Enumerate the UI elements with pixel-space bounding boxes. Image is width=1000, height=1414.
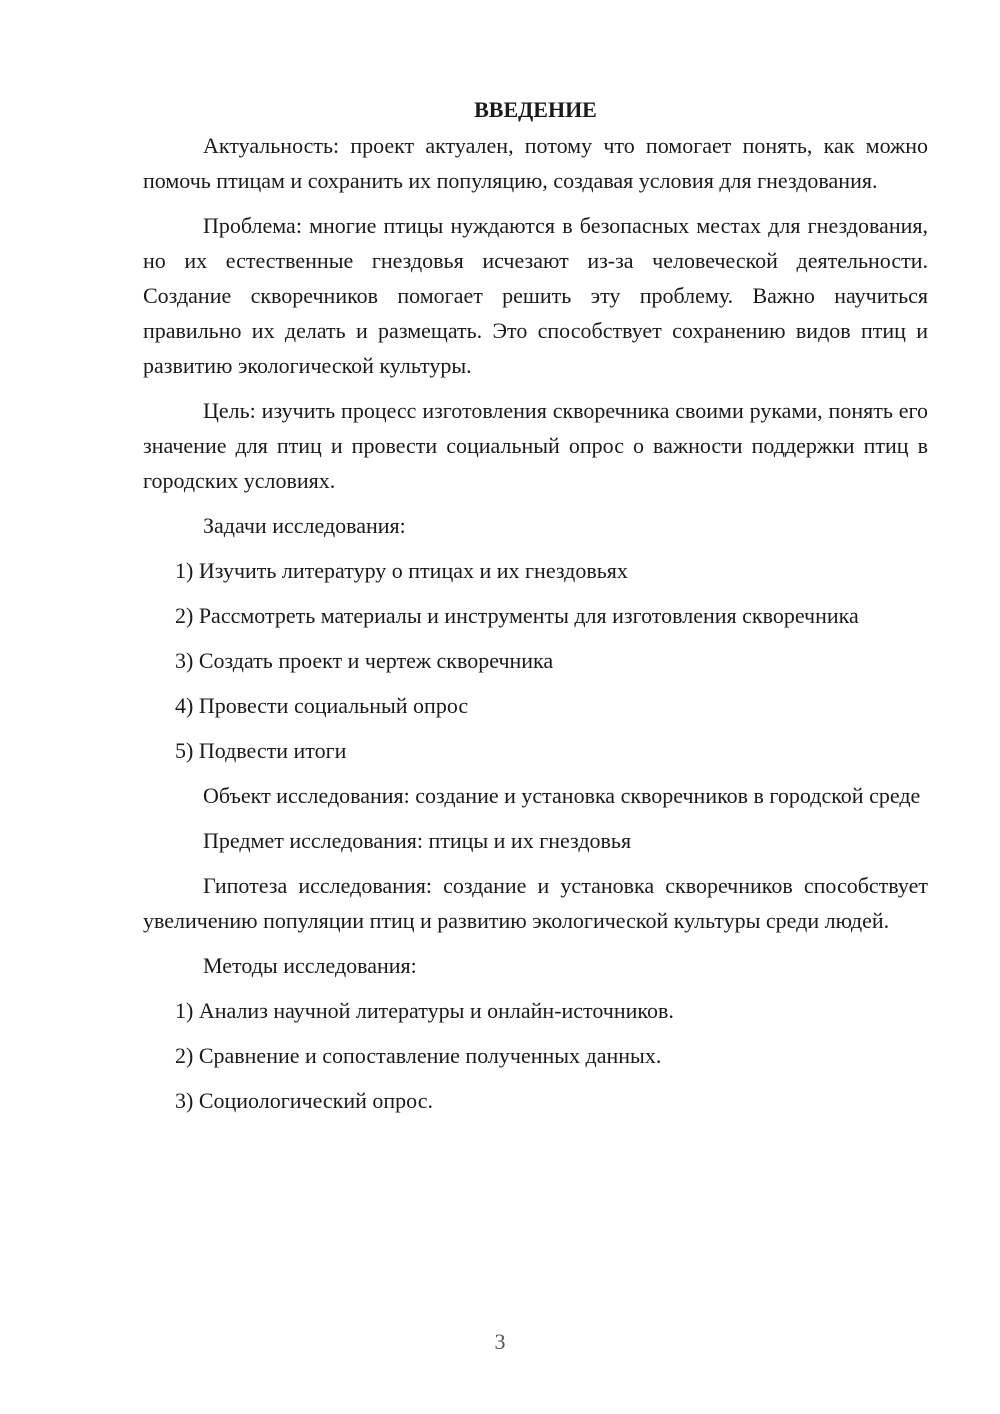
goal-paragraph: Цель: изучить процесс изготовления скворечника своими руками, понять его значение для птиц и провести социальный опрос о важности поддержки птиц в городских условиях. [143,398,928,493]
method-item: 3) Социологический опрос. [175,1088,433,1113]
page-number: 3 [494,1329,506,1354]
section-title: ВВЕДЕНИЕ [474,97,597,122]
method-item: 1) Анализ научной литературы и онлайн-источников. [175,998,674,1023]
object-paragraph: Объект исследования: создание и установка скворечников в городской среде [203,783,921,808]
tasks-heading: Задачи исследования: [203,513,406,538]
methods-heading: Методы исследования: [203,953,417,978]
task-item: 3) Создать проект и чертеж скворечника [175,648,554,673]
task-item: 4) Провести социальный опрос [175,693,469,718]
task-item: 2) Рассмотреть материалы и инструменты для изготовления скворечника [175,603,859,628]
task-item: 1) Изучить литературу о птицах и их гнездовьях [175,558,628,583]
relevance-paragraph: Актуальность: проект актуален, потому что помогает понять, как можно помочь птицам и сохранить их популяцию, создавая условия для гнездования. [143,133,928,193]
method-item: 2) Сравнение и сопоставление полученных данных. [175,1043,662,1068]
problem-paragraph: Проблема: многие птицы нуждаются в безопасных местах для гнездования, но их естественные гнездовья исчезают из-за человеческой деятельности. Создание скворечников помогает решить эту проблему. Важно научиться правильно их делать и размещать. Это способствует сохранению видов птиц и развитию экологической культуры. [143,213,928,378]
subject-paragraph: Предмет исследования: птицы и их гнездовья [203,828,632,853]
hypothesis-paragraph: Гипотеза исследования: создание и установка скворечников способствует увеличению популяции птиц и развитию экологической культуры среди людей. [143,873,928,933]
document-page [143,92,928,1128]
task-item: 5) Подвести итоги [175,738,347,763]
